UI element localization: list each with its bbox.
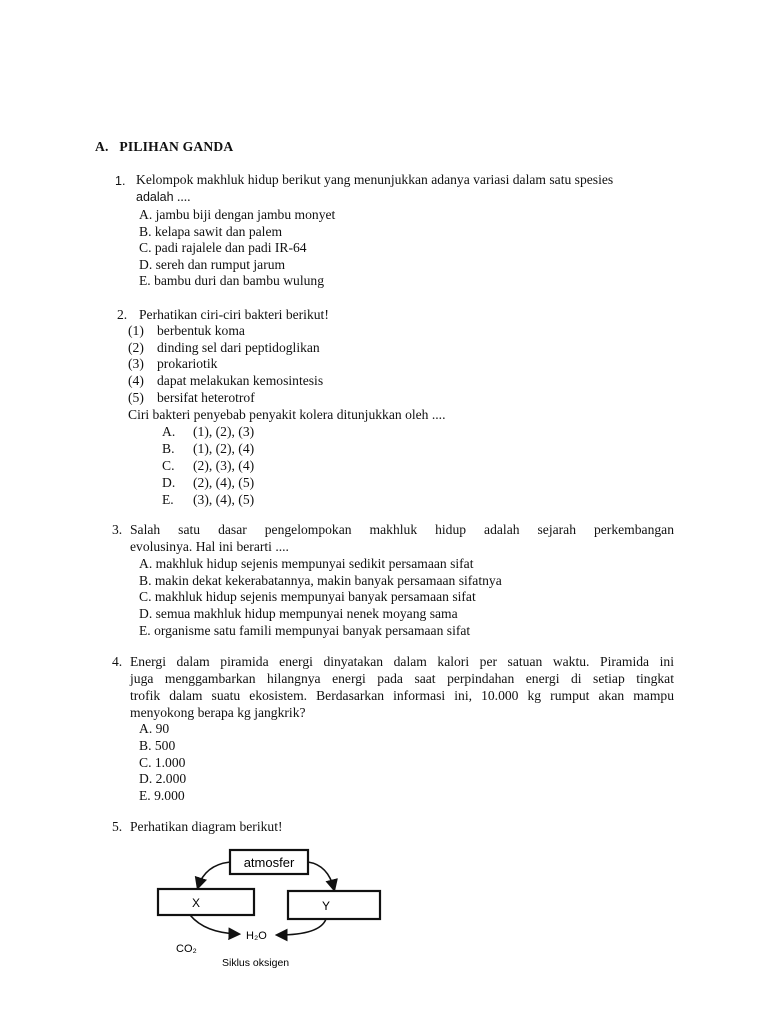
q2-option-text: (1), (2), (4)	[193, 441, 255, 456]
q3-option-e: E. organisme satu famili mempunyai banyak persamaan sifat	[139, 623, 471, 638]
q2-trait-num: (2)	[128, 340, 144, 355]
q4-option-e: E. 9.000	[139, 788, 185, 803]
h2o-label: H₂O	[246, 930, 267, 942]
diagram-caption: Siklus oksigen	[222, 957, 290, 969]
x-to-h2o-arrow	[190, 915, 238, 934]
q1-stem-word: adalah	[136, 190, 174, 204]
q1-stem-dots: ....	[176, 189, 191, 204]
q1-option-e: E. bambu duri dan bambu wulung	[139, 273, 324, 288]
q5-stem: Perhatikan diagram berikut!	[130, 819, 283, 834]
q1-option-b: B. kelapa sawit dan palem	[139, 224, 283, 239]
q2-option-text: (1), (2), (3)	[193, 424, 255, 439]
q4-stem-line-2: juga menggambarkan hilangnya energi pada saat perpindahan energi di setiap tingkat	[130, 671, 674, 686]
q2-trait-num: (3)	[128, 356, 144, 371]
atmosphere-label: atmosfer	[243, 855, 295, 870]
q5-number: 5.	[112, 819, 123, 834]
q4-option-c: C. 1.000	[139, 755, 186, 770]
q2-trait-num: (4)	[128, 373, 144, 388]
q2-trait-text: dinding sel dari peptidoglikan	[157, 340, 320, 355]
q3-option-d: D. semua makhluk hidup mempunyai nenek moyang sama	[139, 606, 458, 621]
section-title: PILIHAN GANDA	[119, 139, 234, 154]
section-letter: A.	[95, 139, 109, 154]
q3-option-b: B. makin dekat kekerabatannya, makin banyak persamaan sifatnya	[139, 573, 502, 588]
q2-trait-text: dapat melakukan kemosintesis	[157, 373, 324, 388]
q2-option-text: (2), (3), (4)	[193, 458, 255, 473]
q4-number: 4.	[112, 654, 123, 669]
q2-option-letter: E.	[162, 492, 174, 507]
atmosphere-to-y-arrow	[308, 862, 334, 889]
oxygen-cycle-diagram	[150, 835, 390, 975]
q2-option-text: (3), (4), (5)	[193, 492, 255, 507]
q2-stem: Perhatikan ciri-ciri bakteri berikut!	[139, 307, 329, 322]
q2-option-letter: B.	[162, 441, 175, 456]
q2-option-text: (2), (4), (5)	[193, 475, 255, 490]
q2-option-letter: C.	[162, 458, 175, 473]
q2-option-letter: A.	[162, 424, 176, 439]
q1-option-a: A. jambu biji dengan jambu monyet	[139, 207, 336, 222]
q2-question: Ciri bakteri penyebab penyakit kolera ditunjukkan oleh ....	[128, 407, 446, 422]
y-to-h2o-arrow	[278, 919, 326, 935]
q2-trait-text: berbentuk koma	[157, 323, 245, 338]
y-box	[288, 891, 380, 919]
q3-option-c: C. makhluk hidup sejenis mempunyai banyak persamaan sifat	[139, 589, 476, 604]
q3-stem-line-2: evolusinya. Hal ini berarti ....	[130, 539, 289, 554]
q4-stem-line-1: Energi dalam piramida energi dinyatakan dalam kalori per satuan waktu. Piramida ini	[130, 654, 674, 669]
q1-number: 1.	[115, 174, 126, 188]
q2-number: 2.	[117, 307, 128, 322]
q2-trait-text: prokariotik	[157, 356, 218, 371]
x-box	[158, 889, 254, 915]
section-heading	[95, 139, 233, 155]
q2-trait-num: (1)	[128, 323, 144, 338]
q3-option-a: A. makhluk hidup sejenis mempunyai sedikit persamaan sifat	[139, 556, 474, 571]
q2-trait-text: bersifat heterotrof	[157, 390, 255, 405]
q1-stem-line-2	[136, 188, 191, 206]
q3-number: 3.	[112, 522, 123, 537]
x-label: X	[191, 896, 201, 910]
q1-stem-line-1: Kelompok makhluk hidup berikut yang menunjukkan adanya variasi dalam satu spesies	[136, 172, 614, 187]
q4-option-a: A. 90	[139, 721, 170, 736]
q4-option-b: B. 500	[139, 738, 176, 753]
q3-stem-line-1: Salah satu dasar pengelompokan makhluk hidup adalah sejarah perkembangan	[130, 522, 674, 537]
co2-label: CO₂	[176, 943, 197, 955]
q4-option-d: D. 2.000	[139, 771, 187, 786]
q2-option-letter: D.	[162, 475, 176, 490]
y-label: Y	[321, 899, 331, 913]
q1-option-c: C. padi rajalele dan padi IR-64	[139, 240, 307, 255]
q4-stem-line-4: menyokong berapa kg jangkrik?	[130, 705, 306, 720]
atmosphere-to-x-arrow	[198, 862, 230, 887]
q1-option-d: D. sereh dan rumput jarum	[139, 257, 286, 272]
q2-trait-num: (5)	[128, 390, 144, 405]
q4-stem-line-3: trofik dalam suatu ekosistem. Berdasarkan informasi ini, 10.000 kg rumput akan mampu	[130, 688, 674, 703]
